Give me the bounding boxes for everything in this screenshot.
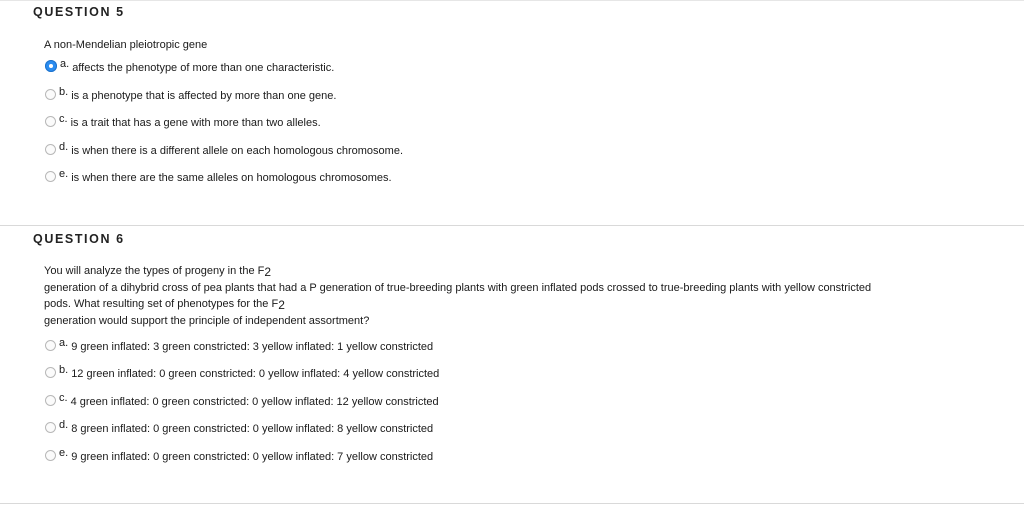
q5-option-c-radio[interactable]	[45, 116, 56, 127]
bottom-divider	[0, 503, 1024, 504]
q5-option-e[interactable]	[45, 167, 392, 187]
question-6-header: QUESTION 6	[33, 232, 125, 246]
question-6-prompt-line-1-text: You will analyze the types of progeny in the F	[44, 265, 265, 277]
q5-option-b-text: is a phenotype that is affected by more than one gene.	[71, 90, 337, 102]
q6-option-a-letter: a.	[59, 337, 69, 349]
q6-option-b-radio[interactable]	[45, 367, 56, 378]
q6-option-d-letter: d.	[59, 419, 69, 431]
q5-option-a[interactable]	[45, 57, 334, 77]
q6-option-a-text: 9 green inflated: 3 green constricted: 3 yellow inflated: 1 yellow constricted	[71, 341, 434, 353]
q5-option-e-letter: e.	[59, 168, 69, 180]
q6-option-b[interactable]	[45, 363, 439, 383]
q6-option-e-text: 9 green inflated: 0 green constricted: 0 yellow inflated: 7 yellow constricted	[71, 451, 434, 463]
q6-option-b-letter: b.	[59, 364, 69, 376]
q6-option-e-radio[interactable]	[45, 450, 56, 461]
question-6-prompt-line-2: generation of a dihybrid cross of pea plants that had a P generation of true-breeding plants with green inflated pods crossed to true-breeding plants with yellow constricted	[44, 282, 872, 294]
question-divider	[0, 225, 1024, 226]
top-border	[0, 0, 1024, 1]
q5-option-c[interactable]	[45, 112, 321, 132]
question-6-prompt-line-4: generation would support the principle of independent assortment?	[44, 315, 370, 327]
q5-option-d-radio[interactable]	[45, 144, 56, 155]
q5-option-a-text: affects the phenotype of more than one characteristic.	[72, 62, 335, 74]
question-5-prompt	[44, 37, 974, 53]
f2-subscript: 2	[264, 265, 272, 279]
q5-option-b-letter: b.	[59, 86, 69, 98]
q6-option-d-text: 8 green inflated: 0 green constricted: 0 yellow inflated: 8 yellow constricted	[71, 423, 434, 435]
q6-option-c-letter: c.	[59, 392, 68, 404]
question-5-prompt-text: A non-Mendelian pleiotropic gene	[44, 39, 208, 51]
q5-option-c-text: is a trait that has a gene with more than two alleles.	[70, 117, 321, 129]
q6-option-d-radio[interactable]	[45, 422, 56, 433]
q5-option-b-radio[interactable]	[45, 89, 56, 100]
q5-option-a-letter: a.	[60, 58, 70, 70]
q6-option-c-text: 4 green inflated: 0 green constricted: 0 yellow inflated: 12 yellow constricted	[70, 396, 439, 408]
q5-option-b[interactable]	[45, 85, 336, 105]
q6-option-e[interactable]	[45, 446, 433, 466]
q6-option-d[interactable]	[45, 418, 433, 438]
q5-option-d-text: is when there is a different allele on each homologous chromosome.	[71, 145, 404, 157]
q6-option-b-text: 12 green inflated: 0 green constricted: 0 yellow inflated: 4 yellow constricted	[71, 368, 440, 380]
q6-option-a[interactable]	[45, 336, 433, 356]
question-6-prompt	[44, 263, 974, 329]
q6-option-e-letter: e.	[59, 447, 69, 459]
question-5-header: QUESTION 5	[33, 5, 125, 19]
q5-option-e-text: is when there are the same alleles on homologous chromosomes.	[71, 172, 392, 184]
q5-option-a-radio[interactable]	[45, 60, 57, 72]
question-6-prompt-line-3-text: pods. What resulting set of phenotypes for the F	[44, 298, 279, 310]
q6-option-a-radio[interactable]	[45, 340, 56, 351]
question-6-prompt-line-3	[44, 296, 974, 313]
q6-option-c[interactable]	[45, 391, 439, 411]
q5-option-e-radio[interactable]	[45, 171, 56, 182]
q5-option-c-letter: c.	[59, 113, 68, 125]
question-6-prompt-line-1	[44, 263, 974, 280]
f2-subscript: 2	[278, 298, 285, 312]
q5-option-d-letter: d.	[59, 141, 69, 153]
q6-option-c-radio[interactable]	[45, 395, 56, 406]
q5-option-d[interactable]	[45, 140, 403, 160]
